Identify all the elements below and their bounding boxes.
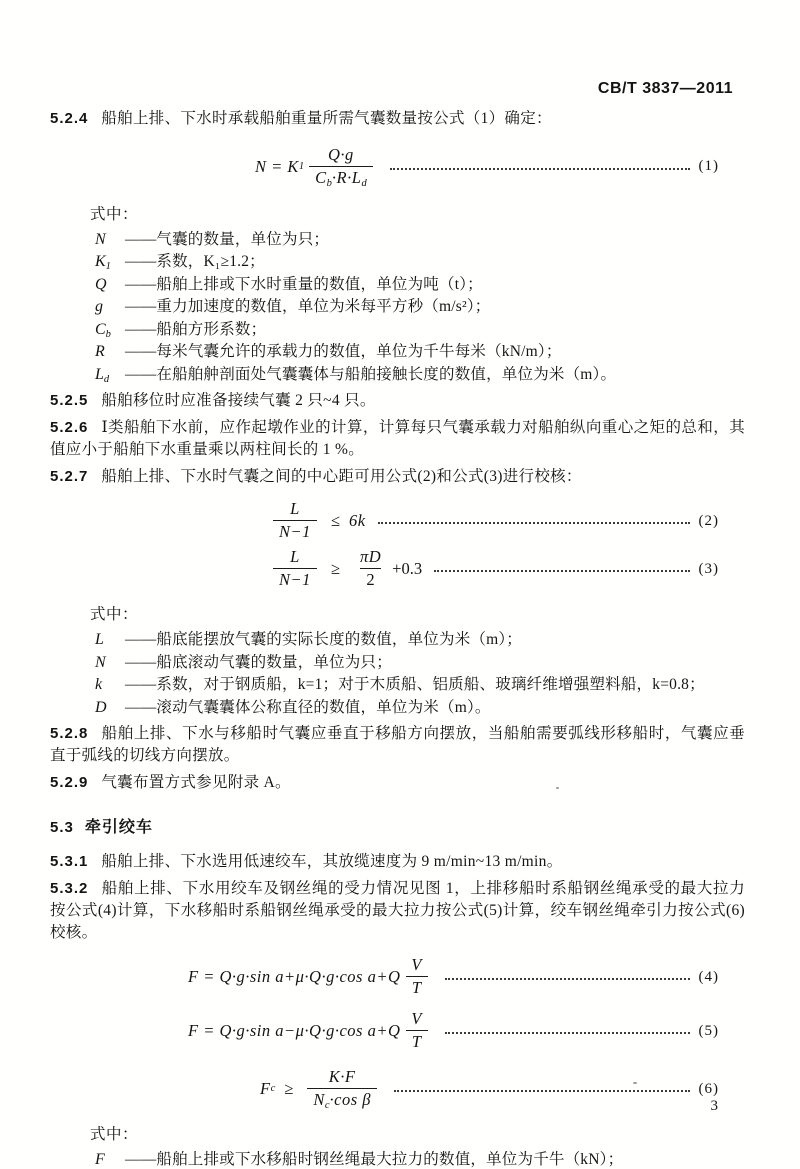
fraction-numerator bbox=[323, 1068, 362, 1088]
formula-3-expression bbox=[268, 548, 422, 590]
clause-number: 5.2.9 bbox=[50, 774, 89, 792]
fraction-numerator bbox=[354, 548, 387, 568]
formula-number: (5) bbox=[698, 1022, 719, 1039]
formula-lhs: N = K bbox=[255, 156, 299, 176]
clause-5-2-4 bbox=[50, 108, 745, 130]
denominator-text: ·cos β bbox=[329, 1090, 371, 1110]
formula-1-expression: N = K 1 $\frac{Q\cdot g}{C_b\cdot R\cdot L_d}$ bbox=[255, 146, 378, 188]
definition-text: ——船舶上排或下水时重量的数值，单位为吨（t）； bbox=[125, 275, 483, 293]
where-label: 式中： bbox=[90, 1126, 139, 1144]
clause-text: 船舶上排、下水选用低速绞车，其放缆速度为 9 m/min~13 m/min。 bbox=[101, 853, 563, 871]
fraction bbox=[354, 548, 387, 590]
fraction-numerator bbox=[405, 956, 428, 976]
dot-leader bbox=[378, 522, 690, 524]
denominator-subscript: d bbox=[361, 177, 367, 189]
fraction bbox=[405, 1010, 428, 1052]
clause-text: 船舶上排、下水与移船时气囊应垂直于移船方向摆放，当船舶需要弧线形移船时，气囊应垂直于弧线的切线方向摆放。 bbox=[50, 725, 745, 765]
symbol-letter: g bbox=[95, 298, 103, 316]
symbol-letter: C bbox=[95, 320, 106, 338]
fraction-denominator bbox=[307, 1088, 377, 1110]
fraction-denominator bbox=[273, 568, 317, 590]
definition-text: ——每米气囊允许的承载力的数值，单位为千牛每米（kN/m）； bbox=[125, 343, 562, 361]
clause-text: 气囊布置方式参见附录 A。 bbox=[101, 774, 291, 792]
dot-leader bbox=[445, 1032, 690, 1034]
fraction bbox=[307, 1068, 377, 1110]
formula-2 bbox=[50, 500, 719, 542]
symbol-letter: D bbox=[95, 698, 107, 716]
clause-number: 5.2.6 bbox=[50, 419, 89, 437]
definition-item bbox=[95, 341, 745, 363]
symbol-letter: k bbox=[95, 676, 103, 694]
standard-code-header: CB/T 3837—2011 bbox=[597, 80, 733, 97]
formula-number: (2) bbox=[698, 512, 719, 529]
symbol-letter: N bbox=[95, 653, 106, 671]
section-5-3-heading bbox=[50, 814, 745, 837]
formula-5-expression bbox=[188, 1010, 433, 1052]
symbol bbox=[95, 274, 125, 296]
definition-item bbox=[95, 251, 745, 273]
definition-text: ——船底滚动气囊的数量，单位为只； bbox=[125, 653, 392, 671]
symbol-letter: L bbox=[95, 365, 104, 383]
formula-number: (6) bbox=[698, 1080, 719, 1097]
dot-leader bbox=[434, 570, 689, 572]
relation-symbol: ≥ bbox=[284, 1079, 294, 1099]
section-title: 牵引绞车 bbox=[84, 819, 153, 837]
definition-text: ——系数，K₁≥1.2； bbox=[125, 253, 265, 271]
definition-text: ——在船舶舯剖面处气囊囊体与船舶接触长度的数值，单位为米（m）。 bbox=[125, 365, 617, 383]
page-number: 3 bbox=[710, 1098, 718, 1114]
symbol-subscript: 1 bbox=[105, 261, 111, 273]
clause-number: 5.2.7 bbox=[50, 468, 89, 486]
scan-speck bbox=[633, 1082, 637, 1084]
fraction-denominator bbox=[273, 520, 317, 542]
fraction bbox=[273, 500, 317, 542]
definition-text: ——船舶方形系数； bbox=[125, 320, 267, 338]
clause-5-3-2 bbox=[50, 878, 745, 944]
fraction bbox=[309, 146, 373, 188]
denominator-text: T bbox=[411, 978, 422, 998]
formula-1 bbox=[50, 146, 719, 188]
definition-item bbox=[95, 319, 745, 341]
denominator-text: N bbox=[313, 1090, 325, 1110]
definition-item bbox=[95, 229, 745, 251]
formula-tail: +0.3 bbox=[392, 559, 423, 579]
clause-text: Ⅰ类船舶下水前，应作起墩作业的计算，计算每只气囊承载力对船舶纵向重心之矩的总和，其值应小于船舶下水重量乘以两柱间长的 1 %。 bbox=[50, 419, 745, 459]
formula-lhs: F bbox=[260, 1079, 271, 1099]
symbol-subscript: d bbox=[103, 373, 110, 385]
symbol-letter: L bbox=[95, 631, 104, 649]
definition-item bbox=[95, 697, 745, 719]
definition-item bbox=[95, 674, 745, 696]
definition-item bbox=[95, 274, 745, 296]
symbol bbox=[95, 341, 125, 363]
denominator-text: N−1 bbox=[279, 522, 311, 542]
clause-number: 5.3.1 bbox=[50, 853, 89, 871]
denominator-text: 2 bbox=[366, 570, 375, 590]
symbol bbox=[95, 1149, 125, 1169]
fraction-denominator bbox=[309, 166, 373, 188]
symbol bbox=[95, 229, 125, 251]
clause-5-2-7 bbox=[50, 466, 745, 488]
definition-text: ——气囊的数量，单位为只； bbox=[125, 230, 330, 248]
where-label: 式中： bbox=[90, 606, 139, 624]
formula-4 bbox=[50, 956, 719, 998]
definition-item bbox=[95, 364, 745, 386]
numerator-text: πD bbox=[359, 547, 382, 567]
clause-text: 船舶上排、下水时承载船舶重量所需气囊数量按公式（1）确定： bbox=[101, 110, 552, 127]
section-number: 5.3 bbox=[50, 819, 74, 837]
numerator-text: V bbox=[411, 1009, 422, 1029]
formula-number: (3) bbox=[698, 560, 719, 577]
definition-item bbox=[95, 1149, 745, 1169]
clause-number: 5.3.2 bbox=[50, 880, 89, 898]
formula-lhs: F = Q·g·sin a+μ·Q·g·cos a+Q bbox=[188, 967, 401, 987]
clause-number: 5.2.8 bbox=[50, 725, 89, 743]
denominator-text: N−1 bbox=[279, 570, 311, 590]
scan-speck bbox=[556, 787, 559, 789]
relation-symbol: ≤ bbox=[330, 511, 340, 531]
symbol-letter: Q bbox=[95, 275, 107, 293]
formula-3 bbox=[50, 548, 719, 590]
denominator-text: ·R·L bbox=[331, 167, 362, 187]
formula-5 bbox=[50, 1010, 719, 1052]
formula-2-expression bbox=[268, 500, 366, 542]
numerator-text: V bbox=[411, 955, 422, 975]
symbol-letter: K bbox=[95, 253, 106, 271]
clause-5-2-8 bbox=[50, 723, 745, 767]
definition-text: ——系数，对于钢质船，k=1；对于木质船、铝质船、玻璃纤维增强塑料船，k=0.8； bbox=[125, 676, 705, 694]
symbol bbox=[95, 251, 125, 273]
fraction-denominator bbox=[406, 1030, 428, 1052]
symbol-letter: F bbox=[95, 1151, 105, 1169]
numerator-text: Q·g bbox=[328, 145, 354, 164]
definition-item bbox=[95, 296, 745, 318]
where-label: 式中： bbox=[90, 205, 139, 223]
fraction-denominator bbox=[406, 976, 428, 998]
fraction bbox=[405, 956, 428, 998]
clause-5-2-9 bbox=[50, 772, 745, 794]
definition-item bbox=[95, 652, 745, 674]
symbol bbox=[95, 319, 125, 341]
numerator-text: L bbox=[290, 499, 300, 519]
clause-text: 船舶上排、下水时气囊之间的中心距可用公式(2)和公式(3)进行校核： bbox=[101, 468, 582, 486]
clause-5-3-1 bbox=[50, 851, 745, 873]
clause-number: 5.2.5 bbox=[50, 392, 89, 410]
symbol bbox=[95, 652, 125, 674]
definition-text: ——船舶上排或下水移船时钢丝绳最大拉力的数值，单位为千牛（kN）； bbox=[125, 1151, 624, 1169]
clause-5-2-6 bbox=[50, 417, 745, 461]
relation-symbol: ≥ bbox=[330, 559, 340, 579]
definition-text: ——滚动气囊囊体公称直径的数值，单位为米（m）。 bbox=[125, 698, 491, 716]
symbol-letter: R bbox=[95, 343, 105, 361]
clause-text: 船舶上排、下水用绞车及钢丝绳的受力情况见图 1，上排移船时系船钢丝绳承受的最大拉力按公式(4)计算，下水移船时系船钢丝绳承受的最大拉力按公式(5)计算，绞车钢丝绳牵引力按公式(6)校核。 bbox=[50, 880, 745, 942]
symbol bbox=[95, 629, 125, 651]
formula-lhs: F = Q·g·sin a−μ·Q·g·cos a+Q bbox=[188, 1021, 401, 1041]
symbol bbox=[95, 364, 125, 386]
dot-leader bbox=[390, 168, 690, 170]
formula-number: (1) bbox=[698, 158, 719, 175]
denominator-text: C bbox=[315, 167, 327, 187]
symbol bbox=[95, 697, 125, 719]
denominator-subscript: b bbox=[326, 177, 332, 189]
clause-number: 5.2.4 bbox=[50, 110, 89, 127]
formula-6-expression: F c ≥ $\frac{K\cdot F}{N_c\cdot\cos \beta}$ bbox=[260, 1068, 382, 1110]
fraction-numerator bbox=[284, 500, 306, 520]
dot-leader bbox=[394, 1090, 690, 1092]
fraction-numerator bbox=[284, 548, 306, 568]
symbol-letter: N bbox=[95, 230, 106, 248]
fraction-denominator bbox=[360, 568, 380, 590]
formula-6 bbox=[50, 1068, 719, 1110]
fraction bbox=[273, 548, 317, 590]
formula-4-expression bbox=[188, 956, 433, 998]
formula-number: (4) bbox=[698, 968, 719, 985]
denominator-subscript: c bbox=[324, 1100, 330, 1112]
clause-5-2-5 bbox=[50, 390, 745, 412]
definition-item bbox=[95, 629, 745, 651]
definition-text: ——重力加速度的数值，单位为米每平方秒（m/s²）； bbox=[125, 298, 491, 316]
denominator-text: T bbox=[411, 1032, 422, 1052]
dot-leader bbox=[445, 978, 690, 980]
symbol-subscript: b bbox=[105, 328, 111, 340]
symbol bbox=[95, 296, 125, 318]
fraction-numerator bbox=[405, 1010, 428, 1030]
clause-text: 船舶移位时应准备接续气囊 2 只~4 只。 bbox=[101, 392, 376, 410]
fraction-numerator bbox=[322, 146, 360, 166]
definition-text: ——船底能摆放气囊的实际长度的数值，单位为米（m）； bbox=[125, 631, 523, 649]
numerator-text: K·F bbox=[328, 1067, 356, 1087]
symbol bbox=[95, 674, 125, 696]
formula-rhs: 6k bbox=[348, 511, 366, 531]
numerator-text: L bbox=[290, 547, 300, 567]
